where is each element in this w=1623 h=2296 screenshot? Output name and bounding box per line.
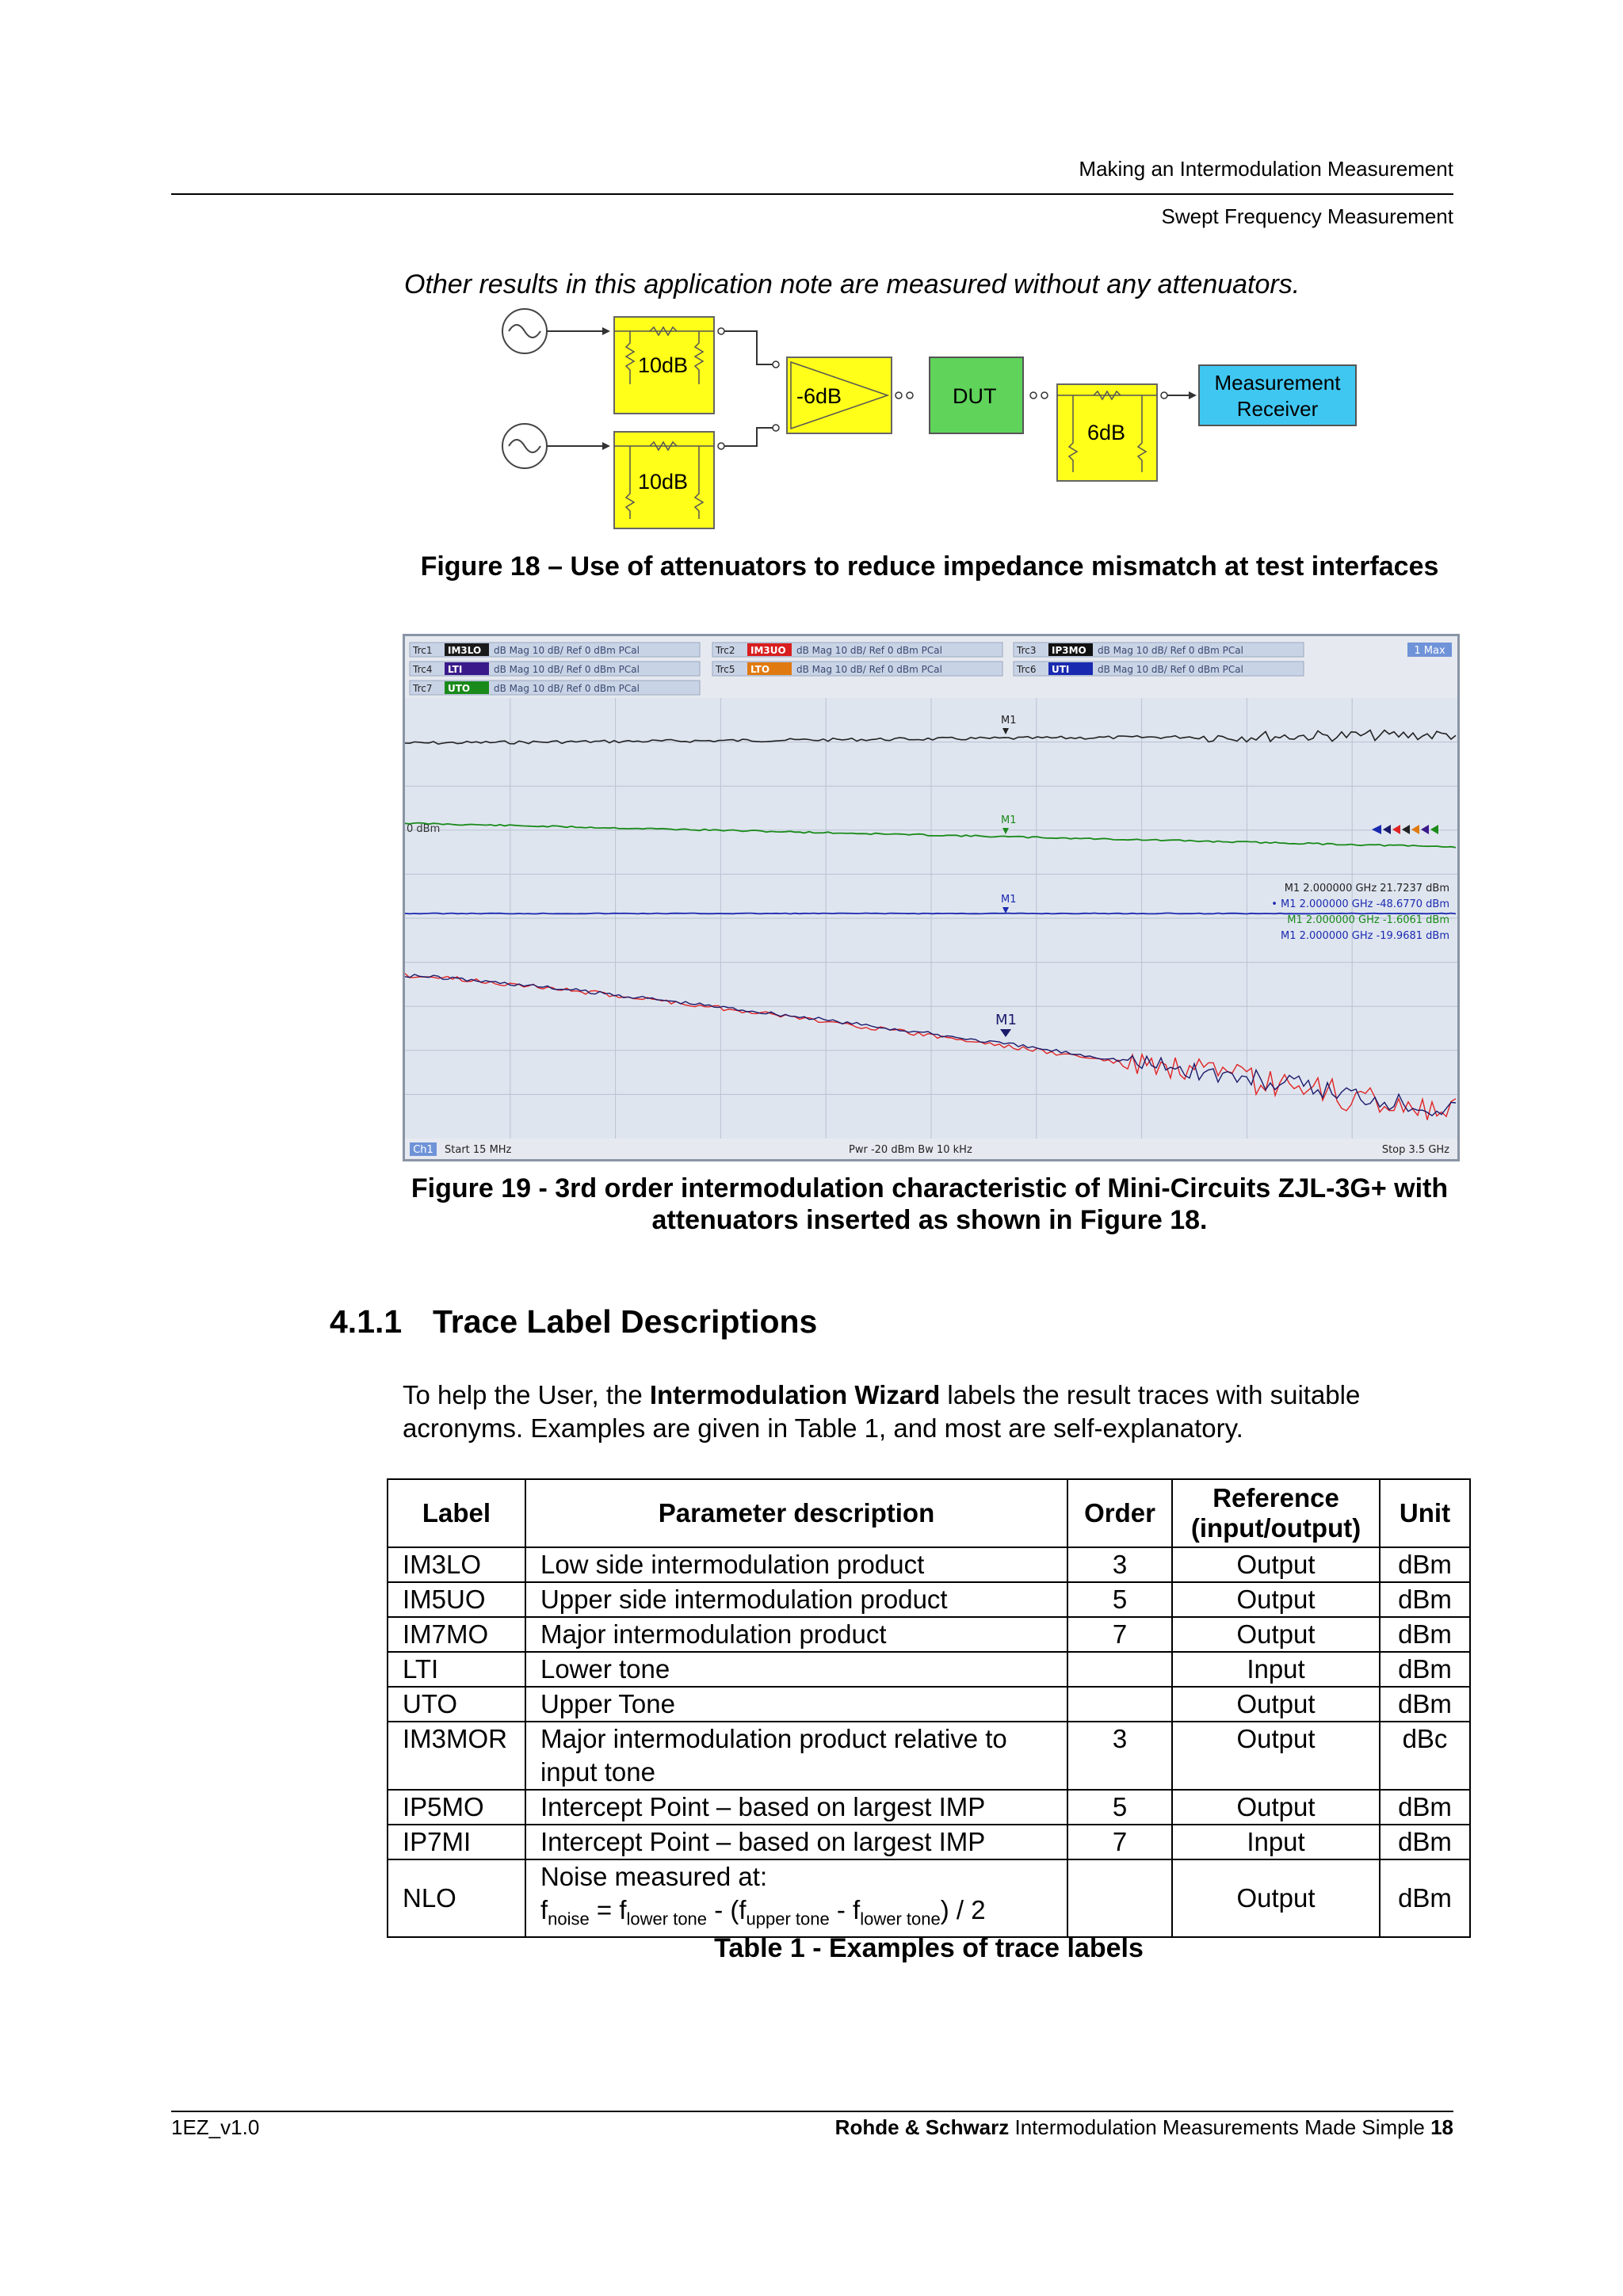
col-header-label: Label [388,1479,525,1547]
trace-tab-uti [1014,662,1304,676]
marker-m1-black: M1 [1001,715,1017,727]
trace-tab-uto [410,681,700,695]
running-header-section: Swept Frequency Measurement [1161,204,1453,228]
svg-text:dB Mag 10 dB/ Ref 0 dBm PCal: dB Mag 10 dB/ Ref 0 dBm PCal [796,664,942,675]
cell-order: 3 [1067,1547,1172,1582]
cell-unit: dBm [1380,1859,1470,1937]
svg-text:Trc7: Trc7 [413,683,433,694]
svg-text:IM3LO: IM3LO [448,645,482,656]
cell-description: Noise measured at: $f_{noise} = f_{lower tone} - (f_{upper tone} - f_{lower tone}) / 2$ [525,1859,1067,1937]
cell-unit: dBm [1380,1687,1470,1722]
cell-reference: Output [1172,1687,1380,1722]
cell-reference: Input [1172,1825,1380,1859]
amplifier-label: -6dB [796,384,842,408]
cell-label: IM5UO [388,1582,525,1617]
table-row [388,1652,1470,1687]
table-row [388,1825,1470,1859]
svg-text:Trc3: Trc3 [1017,645,1037,656]
receiver-label-line1: Measurement [1214,371,1341,395]
svg-text:dB Mag 10 dB/ Ref 0 dBm PCal: dB Mag 10 dB/ Ref 0 dBm PCal [1098,645,1243,656]
figure-19-caption-line1: Figure 19 - 3rd order intermodulation characteristic of Mini-Circuits ZJL-3G+ with [411,1173,1449,1203]
cell-reference: Output [1172,1790,1380,1825]
max-badge: 1 Max [1414,645,1445,657]
col-header-unit: Unit [1380,1479,1470,1547]
cell-label: NLO [388,1859,525,1937]
cell-reference: Output [1172,1859,1380,1937]
cell-description: Low side intermodulation product [525,1547,1067,1582]
cell-order: 7 [1067,1617,1172,1652]
header-rule [171,193,1453,195]
figure-19-caption-line2: attenuators inserted as shown in Figure 18. [651,1205,1208,1235]
cell-label: IP5MO [388,1790,525,1825]
doc-version: 1EZ_v1.0 [171,2115,260,2139]
table-row [388,1617,1470,1652]
wizard-name: Intermodulation Wizard [649,1380,941,1409]
footer-title: Rohde & Schwarz Intermodulation Measurements Made Simple 18 [834,2115,1453,2139]
marker-readout-row: M1 2.000000 GHz -1.6061 dBm [1287,914,1449,926]
table-row [388,1687,1470,1722]
footer-rule [171,2111,1453,2112]
measurement-receiver-block [1199,365,1356,425]
table-row [388,1859,1470,1937]
cell-reference: Output [1172,1582,1380,1617]
cell-reference: Output [1172,1547,1380,1582]
dut-block [930,357,1023,433]
signal-source-1-icon [502,309,547,353]
trace-label-table [387,1478,1471,1938]
trace-tab-lto [712,662,1002,676]
svg-text:LTO: LTO [750,664,770,675]
cell-order: 7 [1067,1825,1172,1859]
svg-text:Trc1: Trc1 [413,645,433,656]
section-number: 4.1.1 [330,1303,403,1340]
cell-unit: dBm [1380,1617,1470,1652]
marker-readout-row: • M1 2.000000 GHz -48.6770 dBm [1271,898,1449,910]
cell-label: IP7MI [388,1825,525,1859]
table-1-caption: Table 1 - Examples of trace labels [714,1933,1144,1963]
marker-m1-blue: M1 [1001,894,1017,906]
table-row [388,1722,1470,1790]
trace-tab-im3lo [410,643,700,657]
col-header-reference: Reference (input/output) [1172,1479,1380,1547]
svg-text:Trc6: Trc6 [1017,664,1037,675]
reference-level-label: 0 dBm [407,823,441,835]
svg-text:Trc5: Trc5 [716,664,735,675]
figure-19-caption [403,1173,1457,1236]
attenuator-2 [614,432,714,528]
cell-unit: dBm [1380,1547,1470,1582]
cell-description: Intercept Point – based on largest IMP [525,1790,1067,1825]
svg-text:dB Mag 10 dB/ Ref 0 dBm PCal: dB Mag 10 dB/ Ref 0 dBm PCal [494,664,640,675]
trace-tab-lti [410,662,700,676]
body-paragraph: To help the User, the Intermodulation Wizard labels the result traces with suitable acronyms. Examples are given in Table 1, and most are self-explanatory. [403,1380,1361,1443]
cell-label: IM7MO [388,1617,525,1652]
vna-screenshot [403,634,1460,1161]
cell-order [1067,1859,1172,1937]
attenuator-setup-diagram [491,305,1363,535]
svg-text:dB Mag 10 dB/ Ref 0 dBm PCal: dB Mag 10 dB/ Ref 0 dBm PCal [796,645,942,656]
cell-label: LTI [388,1652,525,1687]
intro-note: Other results in this application note are measured without any attenuators. [404,269,1300,299]
cell-reference: Output [1172,1722,1380,1790]
svg-text:dB Mag 10 dB/ Ref 0 dBm PCal: dB Mag 10 dB/ Ref 0 dBm PCal [1098,664,1243,675]
trace-tab-im3uo [712,643,1002,657]
noise-frequency-formula: $f_{noise} = f_{lower tone} - (f_{upper tone} - f_{lower tone}) / 2$ [540,1895,986,1929]
cell-order: 5 [1067,1790,1172,1825]
cell-description: Upper Tone [525,1687,1067,1722]
running-header-chapter: Making an Intermodulation Measurement [1079,157,1453,181]
marker-readout-row: M1 2.000000 GHz -19.9681 dBm [1280,930,1449,942]
stop-frequency: Stop 3.5 GHz [1381,1144,1449,1156]
svg-text:Trc4: Trc4 [413,664,433,675]
table-row [388,1582,1470,1617]
trace-tab-ip3mo [1014,643,1304,657]
cell-label: UTO [388,1687,525,1722]
attenuator-1-label: 10dB [638,353,689,377]
svg-text:dB Mag 10 dB/ Ref 0 dBm PCal: dB Mag 10 dB/ Ref 0 dBm PCal [494,683,640,694]
cell-description: Major intermodulation product [525,1617,1067,1652]
vna-plot [405,636,1457,1159]
cell-label: IM3MOR [388,1722,525,1790]
attenuator-1 [614,317,714,414]
svg-text:IM3UO: IM3UO [750,645,786,656]
svg-text:Trc2: Trc2 [716,645,735,656]
attenuator-2-label: 10dB [638,470,689,494]
svg-text:LTI: LTI [448,664,463,675]
channel-badge: Ch1 [413,1144,433,1156]
cell-label: IM3LO [388,1547,525,1582]
svg-text:IP3MO: IP3MO [1052,645,1086,656]
cell-reference: Input [1172,1652,1380,1687]
cell-unit: dBm [1380,1825,1470,1859]
cell-order: 3 [1067,1722,1172,1790]
svg-text:UTO: UTO [448,683,471,694]
receiver-label-line2: Receiver [1236,397,1319,421]
cell-description: Lower tone [525,1652,1067,1687]
svg-text:dB Mag 10 dB/ Ref 0 dBm PCal: dB Mag 10 dB/ Ref 0 dBm PCal [494,645,640,656]
cell-unit: dBm [1380,1582,1470,1617]
col-header-order: Order [1067,1479,1172,1547]
cell-reference: Output [1172,1617,1380,1652]
attenuator-3 [1057,384,1157,481]
start-frequency: Start 15 MHz [445,1144,512,1156]
cell-unit: dBc [1380,1722,1470,1790]
table-row [388,1547,1470,1582]
cell-description: Intercept Point – based on largest IMP [525,1825,1067,1859]
cell-order [1067,1652,1172,1687]
power-bandwidth: Pwr -20 dBm Bw 10 kHz [849,1144,972,1156]
figure-18-caption: Figure 18 – Use of attenuators to reduce impedance mismatch at test interfaces [420,551,1439,582]
cell-order: 5 [1067,1582,1172,1617]
cell-description: Major intermodulation product relative to input tone [525,1722,1067,1790]
section-heading [330,1303,817,1341]
svg-text:UTI: UTI [1052,664,1070,675]
attenuator-3-label: 6dB [1087,421,1126,444]
section-title: Trace Label Descriptions [433,1303,818,1340]
table-row [388,1790,1470,1825]
col-header-description: Parameter description [525,1479,1067,1547]
cell-description: Upper side intermodulation product [525,1582,1067,1617]
cell-unit: dBm [1380,1790,1470,1825]
marker-m1-green: M1 [1001,814,1017,826]
cell-unit: dBm [1380,1652,1470,1687]
cell-order [1067,1687,1172,1722]
dut-label: DUT [953,384,997,408]
marker-m1-im3: M1 [995,1012,1017,1028]
marker-readout-row: M1 2.000000 GHz 21.7237 dBm [1284,883,1449,894]
signal-source-2-icon [502,424,547,468]
amplifier-block [787,357,892,433]
